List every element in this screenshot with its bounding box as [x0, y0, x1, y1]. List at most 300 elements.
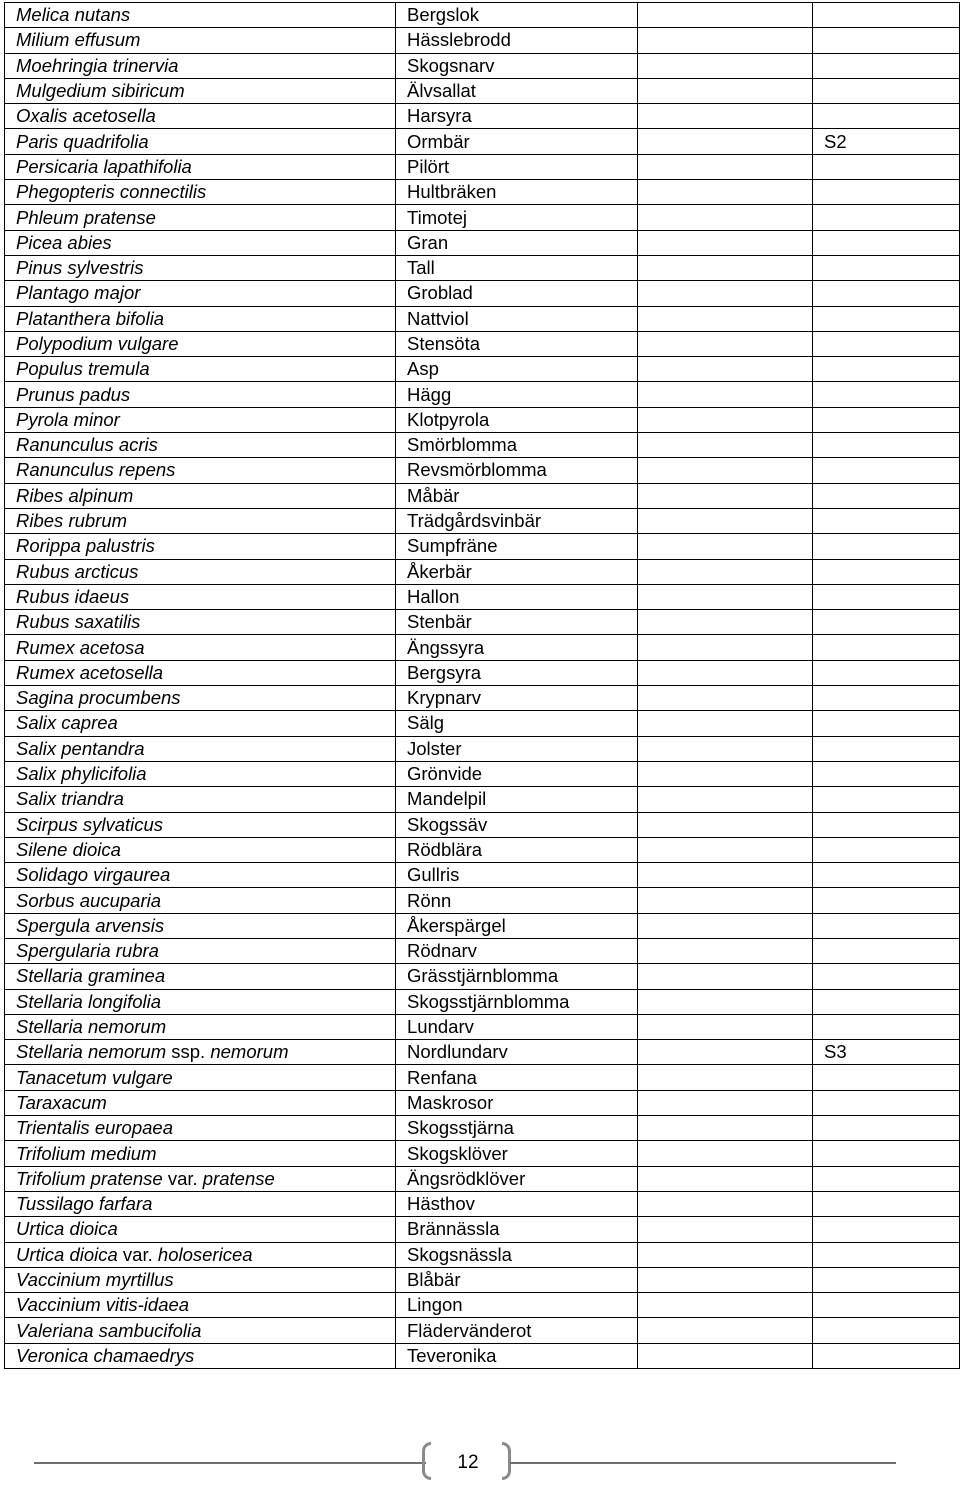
latin-name: Vaccinium vitis-idaea [16, 1294, 190, 1316]
table-row [5, 686, 960, 711]
empty-cell [638, 635, 813, 660]
empty-cell [638, 154, 813, 179]
table-row [5, 357, 960, 382]
latin-name: Salix pentandra [16, 737, 145, 759]
swedish-name: Renfana [396, 1065, 638, 1090]
swedish-name: Skogsnarv [396, 53, 638, 78]
swedish-name: Skogsstjärnblomma [396, 989, 638, 1014]
rank-marker: var. [162, 1167, 203, 1189]
empty-cell [638, 433, 813, 458]
status-cell [813, 761, 960, 786]
latin-name-cell [5, 483, 396, 508]
table-row [5, 711, 960, 736]
latin-name: Scirpus sylvaticus [16, 813, 164, 835]
status-cell [813, 1242, 960, 1267]
swedish-name: Pilört [396, 154, 638, 179]
table-row [5, 1318, 960, 1343]
swedish-name: Grönvide [396, 761, 638, 786]
latin-name-cell [5, 458, 396, 483]
empty-cell [638, 913, 813, 938]
empty-cell [638, 989, 813, 1014]
empty-cell [638, 1293, 813, 1318]
table-row [5, 1090, 960, 1115]
status-cell [813, 863, 960, 888]
infraspecific-name: pratense [202, 1167, 275, 1189]
swedish-name: Rönn [396, 888, 638, 913]
latin-name-cell [5, 1343, 396, 1368]
latin-name-cell [5, 1166, 396, 1191]
latin-name-cell [5, 964, 396, 989]
latin-name: Milium effusum [16, 29, 141, 51]
empty-cell [638, 306, 813, 331]
table-row [5, 129, 960, 154]
latin-name-cell [5, 154, 396, 179]
status-cell [813, 989, 960, 1014]
latin-name: Populus tremula [16, 358, 150, 380]
latin-name: Tussilago farfara [16, 1193, 153, 1215]
latin-name: Picea abies [16, 231, 112, 253]
latin-name: Pyrola minor [16, 408, 120, 430]
latin-name-cell [5, 584, 396, 609]
latin-name-cell [5, 1040, 396, 1065]
empty-cell [638, 205, 813, 230]
latin-name-cell [5, 888, 396, 913]
latin-name-cell [5, 1242, 396, 1267]
table-row [5, 1065, 960, 1090]
status-cell [813, 357, 960, 382]
table-row [5, 913, 960, 938]
latin-name-cell [5, 1293, 396, 1318]
status-cell [813, 888, 960, 913]
status-cell [813, 180, 960, 205]
table-row [5, 1343, 960, 1368]
latin-name: Plantago major [16, 282, 141, 304]
status-cell [813, 3, 960, 28]
table-row [5, 888, 960, 913]
latin-name: Rumex acetosa [16, 636, 145, 658]
status-cell [813, 584, 960, 609]
status-cell [813, 433, 960, 458]
status-cell [813, 1217, 960, 1242]
swedish-name: Hallon [396, 584, 638, 609]
swedish-name: Gran [396, 230, 638, 255]
latin-name: Urtica dioica [16, 1243, 118, 1265]
table-row [5, 508, 960, 533]
table-row [5, 1267, 960, 1292]
status-cell: S3 [813, 1040, 960, 1065]
latin-name: Vaccinium myrtillus [16, 1268, 174, 1290]
table-row [5, 761, 960, 786]
empty-cell [638, 711, 813, 736]
swedish-name: Flädervänderot [396, 1318, 638, 1343]
empty-cell [638, 686, 813, 711]
latin-name-cell [5, 736, 396, 761]
latin-name: Stellaria longifolia [16, 990, 162, 1012]
empty-cell [638, 1116, 813, 1141]
latin-name: Salix triandra [16, 788, 124, 810]
table-row [5, 938, 960, 963]
swedish-name: Sälg [396, 711, 638, 736]
latin-name: Trifolium medium [16, 1142, 157, 1164]
latin-name: Silene dioica [16, 838, 121, 860]
empty-cell [638, 837, 813, 862]
empty-cell [638, 660, 813, 685]
page-footer [0, 1440, 960, 1488]
empty-cell [638, 1040, 813, 1065]
latin-name-cell [5, 230, 396, 255]
latin-name-cell [5, 761, 396, 786]
swedish-name: Tall [396, 255, 638, 280]
empty-cell [638, 1166, 813, 1191]
table-row [5, 433, 960, 458]
latin-name-cell [5, 1318, 396, 1343]
status-cell [813, 1166, 960, 1191]
empty-cell [638, 888, 813, 913]
status-cell [813, 812, 960, 837]
status-cell [813, 1191, 960, 1216]
latin-name-cell [5, 1191, 396, 1216]
empty-cell [638, 281, 813, 306]
empty-cell [638, 534, 813, 559]
latin-name: Salix phylicifolia [16, 763, 147, 785]
table-row [5, 53, 960, 78]
latin-name-cell [5, 913, 396, 938]
status-cell [813, 711, 960, 736]
status-cell [813, 1343, 960, 1368]
status-cell: S2 [813, 129, 960, 154]
status-cell [813, 787, 960, 812]
swedish-name: Sumpfräne [396, 534, 638, 559]
table-row [5, 1217, 960, 1242]
table-row [5, 660, 960, 685]
status-cell [813, 837, 960, 862]
status-cell [813, 1014, 960, 1039]
empty-cell [638, 1217, 813, 1242]
latin-name-cell [5, 205, 396, 230]
empty-cell [638, 180, 813, 205]
table-row [5, 255, 960, 280]
latin-name: Pinus sylvestris [16, 257, 144, 279]
table-row [5, 104, 960, 129]
empty-cell [638, 1014, 813, 1039]
latin-name: Oxalis acetosella [16, 105, 156, 127]
latin-name: Phegopteris connectilis [16, 181, 207, 203]
latin-name-cell [5, 989, 396, 1014]
table-row [5, 382, 960, 407]
latin-name-cell [5, 78, 396, 103]
table-row [5, 1166, 960, 1191]
latin-name: Salix caprea [16, 712, 118, 734]
swedish-name: Åkerspärgel [396, 913, 638, 938]
empty-cell [638, 1065, 813, 1090]
status-cell [813, 230, 960, 255]
swedish-name: Hästhov [396, 1191, 638, 1216]
empty-cell [638, 964, 813, 989]
empty-cell [638, 255, 813, 280]
latin-name: Stellaria nemorum [16, 1016, 167, 1038]
status-cell [813, 1267, 960, 1292]
swedish-name: Lundarv [396, 1014, 638, 1039]
empty-cell [638, 1318, 813, 1343]
swedish-name: Asp [396, 357, 638, 382]
latin-name-cell [5, 382, 396, 407]
empty-cell [638, 736, 813, 761]
status-cell [813, 1116, 960, 1141]
table-row [5, 306, 960, 331]
swedish-name: Blåbär [396, 1267, 638, 1292]
empty-cell [638, 382, 813, 407]
swedish-name: Groblad [396, 281, 638, 306]
latin-name: Rubus arcticus [16, 560, 139, 582]
empty-cell [638, 812, 813, 837]
swedish-name: Grässtjärnblomma [396, 964, 638, 989]
species-table [4, 2, 960, 1369]
latin-name-cell [5, 53, 396, 78]
table-row [5, 458, 960, 483]
empty-cell [638, 129, 813, 154]
table-row [5, 837, 960, 862]
empty-cell [638, 483, 813, 508]
status-cell [813, 78, 960, 103]
swedish-name: Rödnarv [396, 938, 638, 963]
table-row [5, 78, 960, 103]
latin-name-cell [5, 711, 396, 736]
swedish-name: Måbär [396, 483, 638, 508]
status-cell [813, 104, 960, 129]
latin-name-cell [5, 281, 396, 306]
status-cell [813, 534, 960, 559]
swedish-name: Trädgårdsvinbär [396, 508, 638, 533]
empty-cell [638, 508, 813, 533]
latin-name-cell [5, 938, 396, 963]
swedish-name: Smörblomma [396, 433, 638, 458]
status-cell [813, 610, 960, 635]
latin-name: Solidago virgaurea [16, 864, 171, 886]
swedish-name: Harsyra [396, 104, 638, 129]
table-row [5, 407, 960, 432]
empty-cell [638, 610, 813, 635]
empty-cell [638, 1343, 813, 1368]
swedish-name: Jolster [396, 736, 638, 761]
table-row [5, 1141, 960, 1166]
empty-cell [638, 331, 813, 356]
latin-name-cell [5, 407, 396, 432]
latin-name: Phleum pratense [16, 206, 156, 228]
swedish-name: Hultbräken [396, 180, 638, 205]
table-row [5, 787, 960, 812]
latin-name: Rorippa palustris [16, 535, 155, 557]
table-row [5, 863, 960, 888]
species-table-body [5, 3, 960, 1369]
latin-name: Stellaria graminea [16, 965, 166, 987]
table-row [5, 331, 960, 356]
latin-name-cell [5, 1267, 396, 1292]
empty-cell [638, 584, 813, 609]
swedish-name: Bergsyra [396, 660, 638, 685]
status-cell [813, 913, 960, 938]
latin-name-cell [5, 787, 396, 812]
latin-name: Stellaria nemorum [16, 1041, 167, 1063]
swedish-name: Skogsklöver [396, 1141, 638, 1166]
swedish-name: Revsmörblomma [396, 458, 638, 483]
table-row [5, 812, 960, 837]
close-bracket-icon [502, 1442, 511, 1480]
swedish-name: Maskrosor [396, 1090, 638, 1115]
empty-cell [638, 787, 813, 812]
swedish-name: Ormbär [396, 129, 638, 154]
latin-name: Sorbus aucuparia [16, 889, 162, 911]
status-cell [813, 686, 960, 711]
empty-cell [638, 407, 813, 432]
table-row [5, 281, 960, 306]
table-row [5, 154, 960, 179]
swedish-name: Älvsallat [396, 78, 638, 103]
latin-name: Persicaria lapathifolia [16, 155, 192, 177]
latin-name-cell [5, 28, 396, 53]
latin-name: Platanthera bifolia [16, 307, 165, 329]
status-cell [813, 281, 960, 306]
latin-name: Moehringia trinervia [16, 54, 179, 76]
latin-name-cell [5, 1217, 396, 1242]
latin-name-cell [5, 1116, 396, 1141]
latin-name: Sagina procumbens [16, 687, 181, 709]
latin-name: Rubus saxatilis [16, 611, 141, 633]
swedish-name: Stensöta [396, 331, 638, 356]
latin-name-cell [5, 837, 396, 862]
swedish-name: Bergslok [396, 3, 638, 28]
table-row [5, 3, 960, 28]
empty-cell [638, 938, 813, 963]
latin-name-cell [5, 104, 396, 129]
empty-cell [638, 104, 813, 129]
latin-name-cell [5, 660, 396, 685]
empty-cell [638, 559, 813, 584]
table-row [5, 1191, 960, 1216]
latin-name: Spergula arvensis [16, 914, 165, 936]
table-row [5, 1014, 960, 1039]
table-row [5, 1116, 960, 1141]
latin-name: Tanacetum vulgare [16, 1066, 173, 1088]
status-cell [813, 1065, 960, 1090]
status-cell [813, 255, 960, 280]
status-cell [813, 964, 960, 989]
status-cell [813, 205, 960, 230]
latin-name: Trientalis europaea [16, 1117, 173, 1139]
swedish-name: Skogsstjärna [396, 1116, 638, 1141]
rank-marker: ssp. [166, 1041, 211, 1063]
latin-name: Valeriana sambucifolia [16, 1319, 202, 1341]
swedish-name: Nattviol [396, 306, 638, 331]
latin-name-cell [5, 812, 396, 837]
table-row [5, 1242, 960, 1267]
page-number: 12 [457, 1452, 479, 1473]
status-cell [813, 736, 960, 761]
latin-name: Ribes alpinum [16, 484, 134, 506]
latin-name: Mulgedium sibiricum [16, 80, 185, 102]
latin-name-cell [5, 433, 396, 458]
table-row [5, 230, 960, 255]
table-row [5, 205, 960, 230]
swedish-name: Krypnarv [396, 686, 638, 711]
latin-name-cell [5, 610, 396, 635]
latin-name-cell [5, 686, 396, 711]
status-cell [813, 331, 960, 356]
swedish-name: Hägg [396, 382, 638, 407]
latin-name-cell [5, 3, 396, 28]
latin-name-cell [5, 306, 396, 331]
latin-name: Urtica dioica [16, 1218, 118, 1240]
swedish-name: Timotej [396, 205, 638, 230]
latin-name: Ranunculus acris [16, 434, 158, 456]
swedish-name: Hässlebrodd [396, 28, 638, 53]
empty-cell [638, 53, 813, 78]
latin-name-cell [5, 1065, 396, 1090]
swedish-name: Nordlundarv [396, 1040, 638, 1065]
swedish-name: Klotpyrola [396, 407, 638, 432]
latin-name: Veronica chamaedrys [16, 1344, 195, 1366]
empty-cell [638, 3, 813, 28]
latin-name-cell [5, 331, 396, 356]
infraspecific-name: nemorum [210, 1041, 289, 1063]
latin-name: Paris quadrifolia [16, 130, 149, 152]
table-row [5, 964, 960, 989]
latin-name-cell [5, 129, 396, 154]
swedish-name: Skogsnässla [396, 1242, 638, 1267]
table-row [5, 534, 960, 559]
table-row [5, 610, 960, 635]
swedish-name: Teveronika [396, 1343, 638, 1368]
status-cell [813, 53, 960, 78]
rank-marker: var. [117, 1243, 158, 1265]
swedish-name: Ängssyra [396, 635, 638, 660]
latin-name-cell [5, 1141, 396, 1166]
table-row [5, 559, 960, 584]
open-bracket-icon [422, 1442, 431, 1480]
latin-name-cell [5, 357, 396, 382]
latin-name-cell [5, 1014, 396, 1039]
latin-name: Rumex acetosella [16, 661, 164, 683]
latin-name: Prunus padus [16, 383, 131, 405]
table-row [5, 1040, 960, 1065]
status-cell [813, 660, 960, 685]
status-cell [813, 458, 960, 483]
status-cell [813, 1141, 960, 1166]
table-row [5, 635, 960, 660]
latin-name-cell [5, 559, 396, 584]
status-cell [813, 635, 960, 660]
status-cell [813, 508, 960, 533]
empty-cell [638, 230, 813, 255]
status-cell [813, 559, 960, 584]
empty-cell [638, 1242, 813, 1267]
status-cell [813, 1318, 960, 1343]
latin-name-cell [5, 635, 396, 660]
table-row [5, 989, 960, 1014]
latin-name: Trifolium pratense [16, 1167, 163, 1189]
empty-cell [638, 78, 813, 103]
footer-rule-right [510, 1462, 896, 1464]
table-row [5, 28, 960, 53]
empty-cell [638, 863, 813, 888]
latin-name-cell [5, 1090, 396, 1115]
latin-name: Ranunculus repens [16, 459, 176, 481]
latin-name-cell [5, 255, 396, 280]
table-row [5, 180, 960, 205]
latin-name: Taraxacum [16, 1091, 107, 1113]
swedish-name: Skogssäv [396, 812, 638, 837]
status-cell [813, 483, 960, 508]
empty-cell [638, 1141, 813, 1166]
